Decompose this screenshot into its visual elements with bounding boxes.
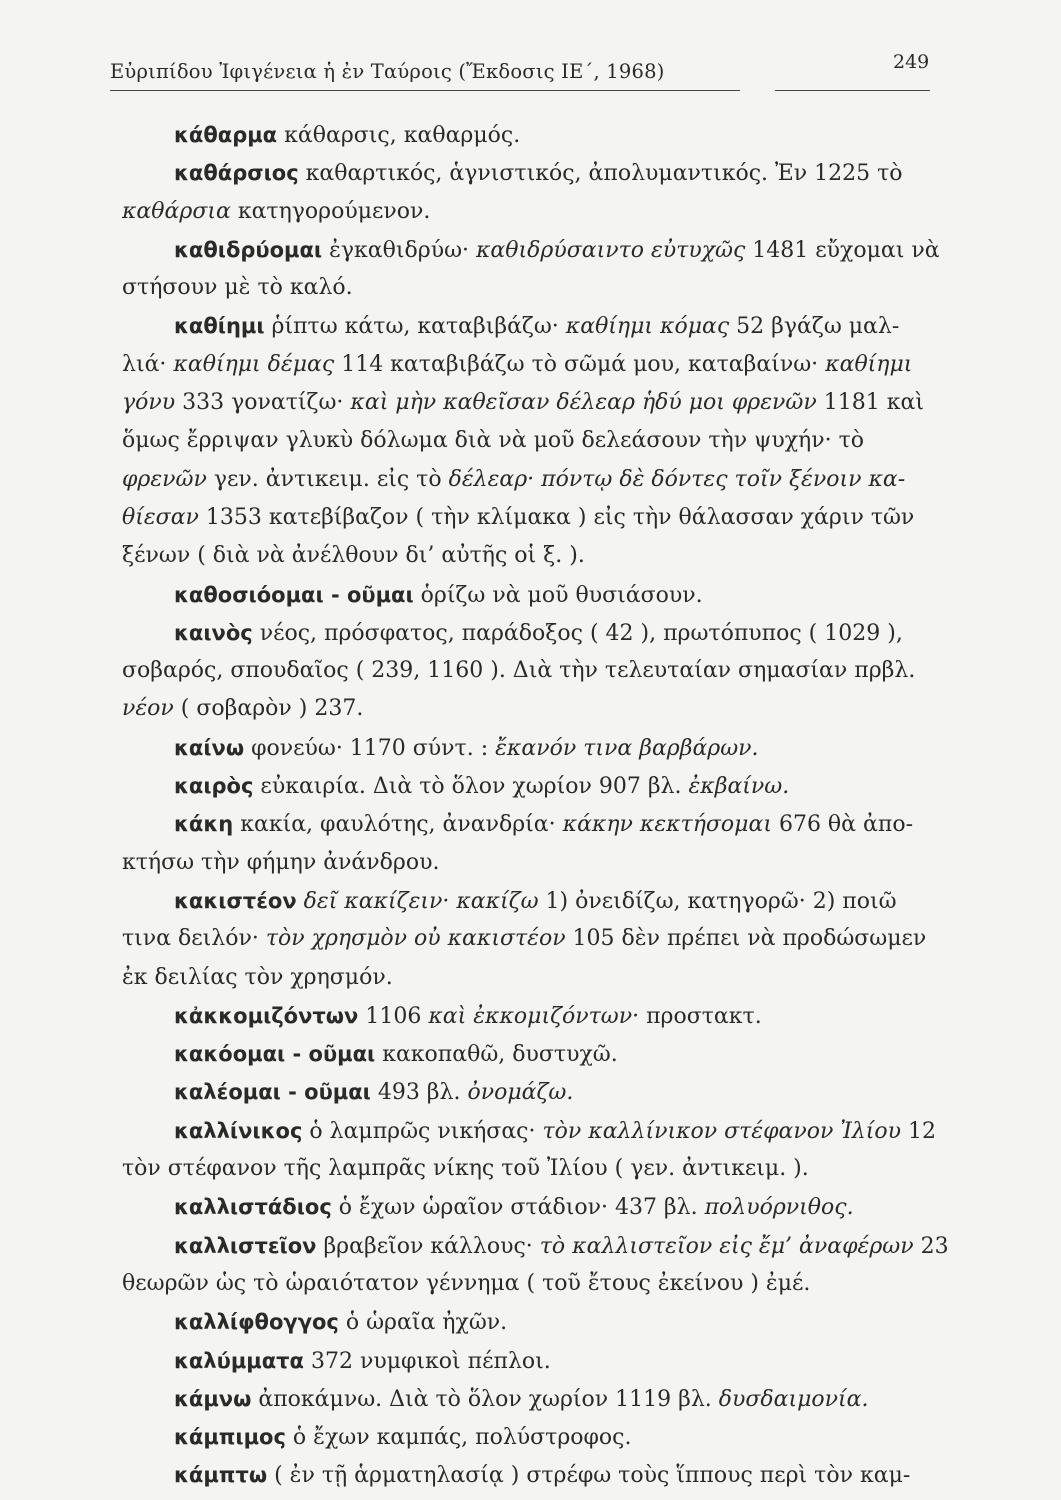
headword: καθοσιόομαι - οῦμαι (174, 582, 414, 607)
definition-text: 12 (901, 1118, 936, 1144)
definition-text: ἐγκαθιδρύω· (322, 237, 476, 263)
definition-text: 23 (913, 1233, 949, 1259)
glossary-line (110, 1073, 955, 1111)
headword: καθίημι (174, 314, 265, 339)
headword: κάμπτω (174, 1463, 268, 1488)
definition-text: 372 νυμφικοὶ πέπλοι. (303, 1348, 551, 1374)
glossary-line (110, 1303, 955, 1341)
quoted-phrase: φρενῶν (122, 466, 207, 492)
definition-text: 105 δὲν πρέπει νὰ προδώσωμεν (565, 926, 927, 952)
quoted-phrase: καὶ μὴν καθεῖσαν δέλεαρ ἡδύ μοι φρενῶν (350, 390, 817, 416)
glossary-line (110, 882, 955, 920)
quoted-phrase: ὀνομάζω. (467, 1080, 574, 1106)
glossary-line (110, 537, 955, 575)
definition-text: 52 βγάζω μαλ- (729, 314, 900, 340)
definition-text: ( ἐν τῇ ἁρματηλασίᾳ ) στρέφω τοὺς ἵππους περὶ τὸν καμ- (267, 1463, 911, 1489)
glossary-line (110, 346, 955, 384)
headword: κάκη (174, 812, 234, 837)
glossary-line (110, 1456, 955, 1494)
glossary-line (110, 461, 955, 499)
glossary-line (110, 844, 955, 882)
definition-text: γεν. ἀντικειμ. εἰς τὸ (206, 466, 449, 492)
glossary-line (110, 1112, 955, 1150)
headword: κάμπιμος (174, 1425, 286, 1450)
definition-text: 1181 καὶ (816, 390, 924, 416)
quoted-phrase: δυσδαιμονία. (718, 1386, 869, 1412)
glossary-line (110, 729, 955, 767)
glossary-line (110, 576, 955, 614)
glossary-line (110, 499, 955, 537)
definition-text: 1353 κατεβίβαζον ( τὴν κλίμακα ) εἰς τὴν θάλασσαν χάριν τῶν (198, 504, 915, 530)
definition-text: 1481 εὔχομαι νὰ (745, 237, 940, 263)
headword: καλλίφθογγος (174, 1310, 339, 1335)
quoted-phrase: καθίημι κόμας (565, 314, 730, 340)
glossary-line (110, 997, 955, 1035)
quoted-phrase: ἔκανόν τινα βαρβάρων. (495, 735, 759, 761)
quoted-phrase: καθιδρύσαιντο εὐτυχῶς (476, 237, 746, 263)
headword: καίνω (174, 735, 245, 760)
glossary-line (110, 1035, 955, 1073)
definition-text: προστακτ. (639, 1003, 762, 1029)
headword: καλέομαι - οῦμαι (174, 1080, 371, 1105)
glossary-line (110, 116, 955, 154)
definition-text: 1) ὀνειδίζω, κατηγορῶ· 2) ποιῶ (538, 888, 897, 914)
quoted-phrase: δεῖ κακίζειν· κακίζω (303, 888, 539, 914)
definition-text (297, 889, 304, 914)
quoted-phrase: θίεσαν (122, 504, 199, 530)
definition-text: στήσουν μὲ τὸ καλό. (122, 275, 353, 301)
quoted-phrase: τὸ καλλιστεῖον εἰς ἔμ’ ἀναφέρων (539, 1233, 914, 1259)
definition-text: ἐκ δειλίας τὸν χρησμόν. (122, 964, 393, 990)
headword: καλλιστεῖον (174, 1233, 317, 1258)
definition-text: 676 θὰ ἀπο- (771, 812, 914, 838)
definition-text: κακία, φαυλότης, ἀνανδρία· (233, 812, 563, 838)
headword: καθιδρύομαι (174, 237, 323, 262)
glossary-line (110, 154, 955, 192)
glossary-line (110, 384, 955, 422)
definition-text: θεωρῶν ὡς τὸ ὡραιότατον γέννημα ( τοῦ ἔτους ἐκείνου ) ἐμέ. (122, 1270, 811, 1296)
headword: κακιστέον (174, 888, 297, 913)
glossary-line (110, 269, 955, 307)
definition-text: σοβαρός, σπουδαῖος ( 239, 1160 ). Διὰ τὴν τελευταίαν σημασίαν πρβλ. (122, 658, 916, 684)
glossary-line (110, 422, 955, 460)
definition-text: ὁ ἔχων καμπάς, πολύστροφος. (285, 1425, 632, 1451)
definition-text: ἀποκάμνω. Διὰ τὸ ὅλον χωρίον 1119 βλ. (251, 1386, 719, 1412)
definition-text: ὅμως ἔρριψαν γλυκὺ δόλωμα διὰ νὰ μοῦ δελεάσουν τὴν ψυχήν· τὸ (122, 428, 865, 454)
glossary-line (110, 1342, 955, 1380)
quoted-phrase: κάκην κεκτήσομαι (562, 812, 772, 838)
definition-text: κατηγορούμενον. (230, 198, 431, 224)
glossary-line (110, 231, 955, 269)
glossary-line (110, 1188, 955, 1226)
headword: καθάρσιος (174, 161, 299, 186)
definition-text: ὁ λαμπρῶς νικήσας· (302, 1118, 543, 1144)
definition-text: ( σοβαρὸν ) 237. (173, 696, 364, 722)
definition-text: 114 καταβιβάζω τὸ σῶμά μου, καταβαίνω· (334, 351, 826, 377)
definition-text: τινα δειλόν· (122, 926, 266, 952)
quoted-phrase: καθάρσια (122, 198, 231, 224)
headword: κακόομαι - οῦμαι (174, 1042, 376, 1067)
quoted-phrase: δέλεαρ· πόντῳ δὲ δόντες τοῖν ξένοιν κα- (448, 466, 906, 492)
glossary-line (110, 690, 955, 728)
definition-text: ὁ ὡραῖα ἠχῶν. (338, 1310, 508, 1336)
quoted-phrase: τὸν καλλίνικον στέφανον Ἰλίου (542, 1118, 901, 1144)
glossary-line (110, 193, 955, 231)
definition-text: 493 βλ. (370, 1080, 468, 1106)
glossary-line (110, 1227, 955, 1265)
header-rule-right (775, 90, 930, 91)
headword: κάθαρμα (174, 123, 278, 147)
header-rule-left (110, 90, 740, 91)
definition-text: καθαρτικός, ἁγνιστικός, ἀπολυμαντικός. Ἐν 1225 τὸ (298, 161, 903, 187)
quoted-phrase: τὸν χρησμὸν οὐ κακιστέον (265, 926, 566, 952)
glossary-line (110, 307, 955, 345)
glossary-body (110, 116, 955, 1495)
glossary-line (110, 1380, 955, 1418)
glossary-line (110, 1265, 955, 1303)
glossary-line (110, 614, 955, 652)
definition-text: εὐκαιρία. Διὰ τὸ ὅλον χωρίον 907 βλ. (253, 774, 689, 800)
headword: καλλιστάδιος (174, 1195, 332, 1220)
headword: καιρὸς (174, 774, 254, 799)
quoted-phrase: καὶ ἐκκομιζόντων· (428, 1003, 640, 1029)
definition-text: λιά· (122, 351, 174, 377)
definition-text: φονεύω· 1170 σύντ. : (244, 735, 496, 761)
quoted-phrase: γόνυ (122, 390, 176, 416)
definition-text: ὁρίζω νὰ μοῦ θυσιάσουν. (413, 582, 703, 608)
page-number: 249 (893, 51, 930, 73)
quoted-phrase: πολυόρνιθος. (704, 1195, 854, 1221)
quoted-phrase: καθίημι (825, 351, 913, 377)
definition-text: ῥίπτω κάτω, καταβιβάζω· (264, 314, 566, 340)
definition-text: 1106 (358, 1003, 429, 1029)
definition-text: ὁ ἔχων ὡραῖον στάδιον· 437 βλ. (331, 1195, 705, 1221)
quoted-phrase: καθίημι δέμας (173, 351, 335, 377)
glossary-line (110, 652, 955, 690)
glossary-line (110, 767, 955, 805)
glossary-line (110, 805, 955, 843)
glossary-line (110, 1418, 955, 1456)
definition-text: κακοπαθῶ, δυστυχῶ. (375, 1042, 618, 1068)
definition-text: κτήσω τὴν φήμην ἀνάνδρου. (122, 849, 440, 875)
quoted-phrase: νέον (122, 696, 174, 722)
definition-text: τὸν στέφανον τῆς λαμπρᾶς νίκης τοῦ Ἰλίου ( γεν. ἀντικειμ. ). (122, 1156, 809, 1182)
definition-text: νέος, πρόσφατος, παράδοξος ( 42 ), πρωτόπυπος ( 1029 ), (252, 620, 903, 646)
definition-text: κάθαρσις, καθαρμός. (277, 123, 521, 148)
headword: κάμνω (174, 1386, 252, 1411)
definition-text: ξένων ( διὰ νὰ ἀνέλθουν δι’ αὐτῆς οἱ ξ. ). (122, 543, 585, 569)
glossary-line (110, 1150, 955, 1188)
glossary-line (110, 920, 955, 958)
headword: καλλίνικος (174, 1118, 303, 1143)
headword: καινὸς (174, 620, 253, 645)
quoted-phrase: ἐκβαίνω. (688, 774, 790, 800)
headword: καλύμματα (174, 1348, 304, 1373)
running-header-title: Εὐριπίδου Ἰφιγένεια ἡ ἐν Ταύροις (Ἔκδοσις ΙΕ΄, 1968) (110, 60, 665, 83)
definition-text: 333 γονατίζω· (175, 390, 351, 416)
glossary-line (110, 959, 955, 997)
headword: κἀκκομιζόντων (174, 1003, 359, 1028)
definition-text: βραβεῖον κάλλους· (316, 1233, 540, 1259)
